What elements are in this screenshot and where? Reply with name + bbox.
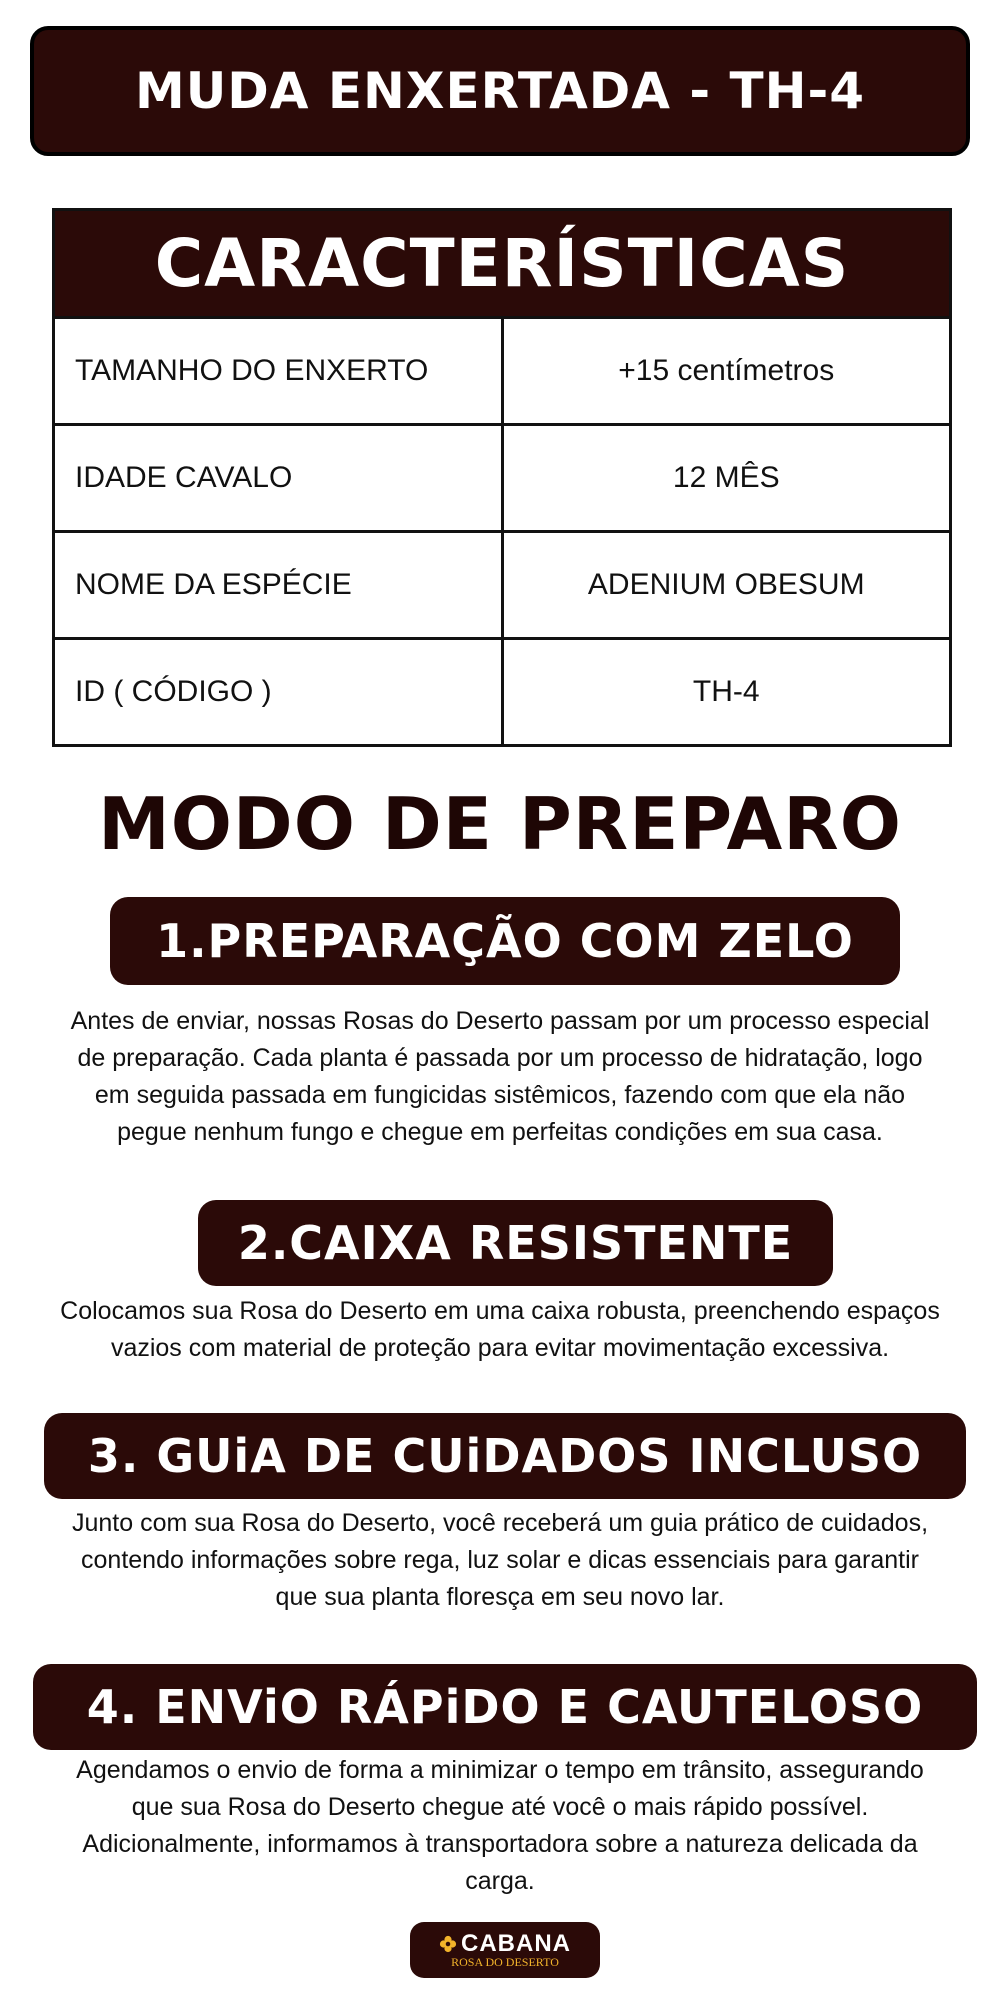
step-4-text: Agendamos o envio de forma a minimizar o tempo em trânsito, assegurando que sua Rosa do Deserto chegue até você o mais rápido possível. Adicionalmente, informamos à transportadora sobre a natureza delicada da carga. xyxy=(76,1756,924,1895)
step-4-banner xyxy=(33,1664,977,1750)
table-row xyxy=(54,318,951,425)
spec-value: ADENIUM OBESUM xyxy=(502,532,951,639)
table-row xyxy=(54,639,951,746)
step-2-banner xyxy=(198,1200,833,1286)
page-title-banner xyxy=(30,26,970,156)
spec-label: IDADE CAVALO xyxy=(54,425,503,532)
spec-label: NOME DA ESPÉCIE xyxy=(54,532,503,639)
spec-label: TAMANHO DO ENXERTO xyxy=(54,318,503,425)
step-1-banner xyxy=(110,897,900,985)
spec-value: TH-4 xyxy=(502,639,951,746)
spec-value: +15 centímetros xyxy=(502,318,951,425)
brand-logo xyxy=(410,1922,600,1978)
logo-name: CABANA xyxy=(461,1929,571,1957)
step-2-title: 2.CAIXA RESISTENTE xyxy=(237,1216,794,1270)
step-1-title: 1.PREPARAÇÃO COM ZELO xyxy=(156,914,854,968)
step-3-banner xyxy=(44,1413,966,1499)
spec-label: ID ( CÓDIGO ) xyxy=(54,639,503,746)
page-title: MUDA ENXERTADA - TH-4 xyxy=(134,62,866,120)
step-4-title: 4. ENViO RÁPiDO E CAUTELOSO xyxy=(86,1680,924,1734)
flower-icon xyxy=(439,1935,457,1953)
step-2-text: Colocamos sua Rosa do Deserto em uma caixa robusta, preenchendo espaços vazios com material de proteção para evitar movimentação excessiva. xyxy=(60,1297,940,1362)
table-row xyxy=(54,532,951,639)
characteristics-title: CARACTERÍSTICAS xyxy=(54,210,951,318)
characteristics-table xyxy=(52,208,952,747)
logo-tagline: ROSA DO DESERTO xyxy=(451,1954,559,1969)
spec-value: 12 MÊS xyxy=(502,425,951,532)
step-3-text: Junto com sua Rosa do Deserto, você receberá um guia prático de cuidados, contendo informações sobre rega, luz solar e dicas essenciais para garantir que sua planta floresça em seu novo lar. xyxy=(71,1509,929,1611)
preparation-title: MODO DE PREPARO xyxy=(98,782,902,866)
table-row xyxy=(54,425,951,532)
step-3-title: 3. GUiA DE CUiDADOS INCLUSO xyxy=(87,1429,923,1483)
step-1-text: Antes de enviar, nossas Rosas do Deserto passam por um processo especial de preparação. Cada planta é passada por um processo de hidratação, logo em seguida passada em fungicidas sistêmicos, fazendo com que ela não pegue nenhum fungo e chegue em perfeitas condições em sua casa. xyxy=(70,1007,930,1146)
